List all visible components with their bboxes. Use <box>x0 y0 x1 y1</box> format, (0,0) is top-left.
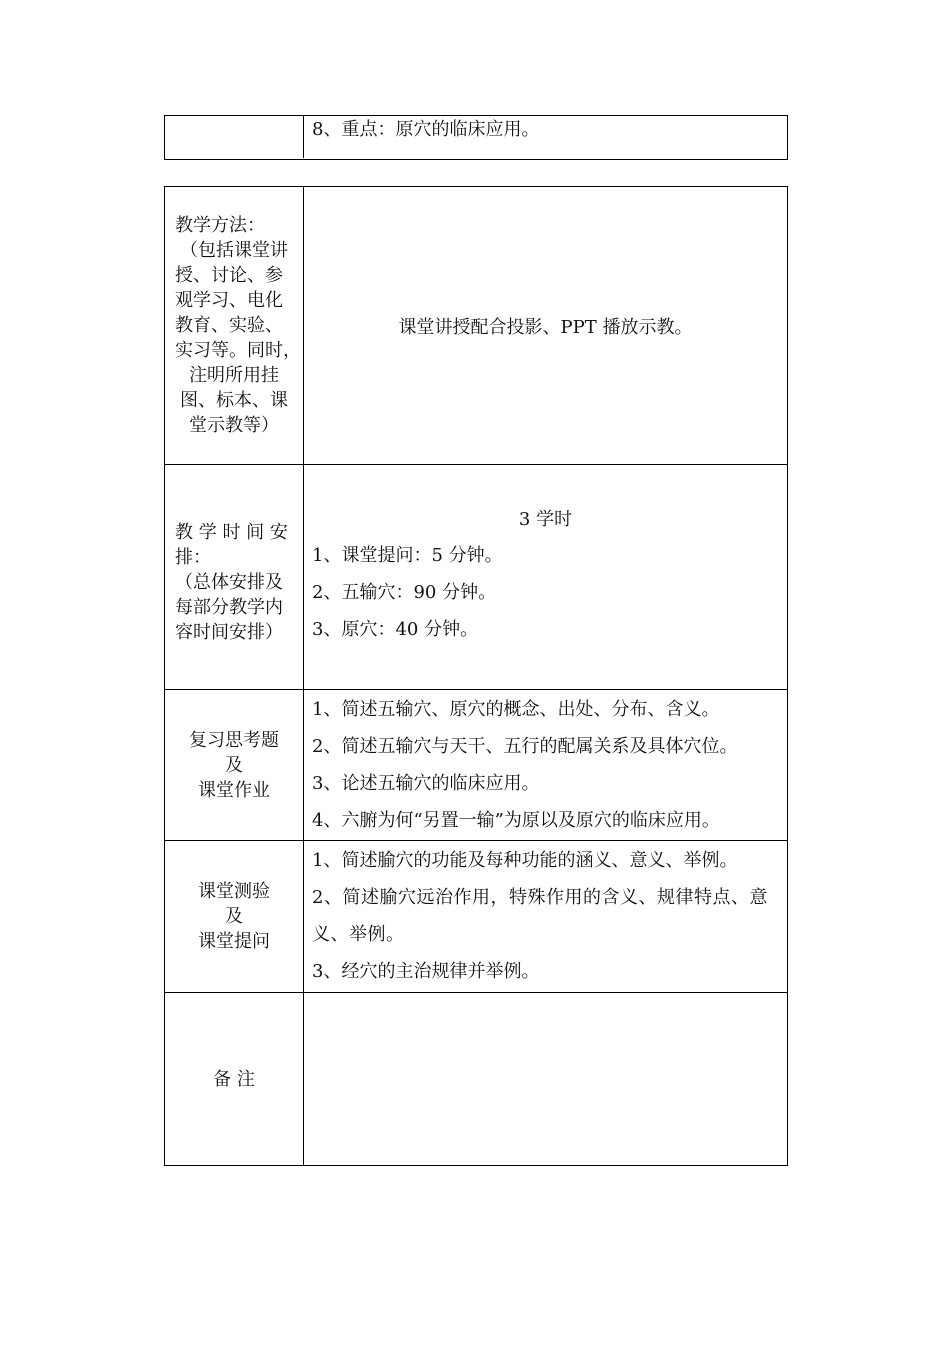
methods-label-line: 教学方法： <box>175 215 265 236</box>
review-item: 2、简述五输穴与天干、五行的配属关系及具体穴位。 <box>312 736 738 757</box>
review-label-line: 课堂作业 <box>198 779 270 801</box>
schedule-item: 1、课堂提问：5 分钟。 <box>312 545 503 566</box>
review-label-cell <box>165 690 304 840</box>
table-row <box>165 116 787 158</box>
review-row <box>165 689 787 840</box>
quiz-item: 1、简述腧穴的功能及每种功能的涵义、意义、举例。 <box>312 850 738 871</box>
review-item: 3、论述五输穴的临床应用。 <box>312 773 540 794</box>
quiz-label-line: 及 <box>225 906 243 927</box>
review-item: 4、六腑为何“另置一输”为原以及原穴的临床应用。 <box>312 810 720 831</box>
schedule-label-line: （总体安排及 <box>175 571 283 593</box>
quiz-row <box>165 840 787 992</box>
schedule-item: 3、原穴：40 分钟。 <box>312 619 479 640</box>
quiz-item: 2、简述腧穴远治作用，特殊作用的含义、规律特点、意义、举例。 <box>312 887 768 945</box>
top-table <box>164 115 788 160</box>
methods-label-line: 教育、实验、 <box>175 315 283 336</box>
quiz-label-line: 课堂测验 <box>198 881 270 902</box>
methods-label-line: 观学习、电化 <box>175 290 283 311</box>
quiz-item: 3、经穴的主治规律并举例。 <box>312 961 540 982</box>
notes-label: 备 注 <box>213 1068 255 1090</box>
schedule-label-line: 容时间安排） <box>175 621 283 643</box>
methods-label-line: 图、标本、课 <box>180 390 288 411</box>
empty-label-cell <box>165 116 304 158</box>
methods-label-line: 堂示教等） <box>189 415 279 436</box>
quiz-content-cell <box>304 841 787 992</box>
methods-label-cell <box>165 187 304 464</box>
methods-content-cell <box>304 187 787 464</box>
methods-label-line: （包括课堂讲 <box>180 240 288 261</box>
methods-row <box>165 187 787 464</box>
methods-label-line: 注明所用挂 <box>189 365 279 386</box>
notes-content-cell <box>304 993 787 1165</box>
methods-label-line: 授、讨论、参 <box>175 265 283 286</box>
schedule-row <box>165 464 787 689</box>
notes-row <box>165 992 787 1165</box>
review-label-line: 复习思考题 <box>189 729 279 751</box>
methods-label-line: 实习等。同时， <box>175 340 301 361</box>
notes-label-cell <box>165 993 304 1165</box>
methods-content: 课堂讲授配合投影、PPT 播放示教。 <box>398 316 693 338</box>
schedule-content-cell <box>304 465 787 689</box>
review-label-line: 及 <box>225 754 243 776</box>
key-point-text: 8、重点：原穴的临床应用。 <box>312 119 540 140</box>
main-table <box>164 186 788 1166</box>
quiz-label-line: 课堂提问 <box>198 931 270 952</box>
schedule-total: 3 学时 <box>518 509 573 530</box>
schedule-label-line: 每部分教学内 <box>175 596 283 618</box>
review-content-cell <box>304 690 787 840</box>
schedule-label-line: 排： <box>175 546 211 568</box>
schedule-label-line: 教 学 时 间 安 <box>175 521 288 543</box>
schedule-item: 2、五输穴：90 分钟。 <box>312 582 497 603</box>
quiz-label-cell <box>165 841 304 992</box>
schedule-label-cell <box>165 465 304 689</box>
key-point-cell <box>304 116 787 158</box>
review-item: 1、简述五输穴、原穴的概念、出处、分布、含义。 <box>312 699 720 720</box>
